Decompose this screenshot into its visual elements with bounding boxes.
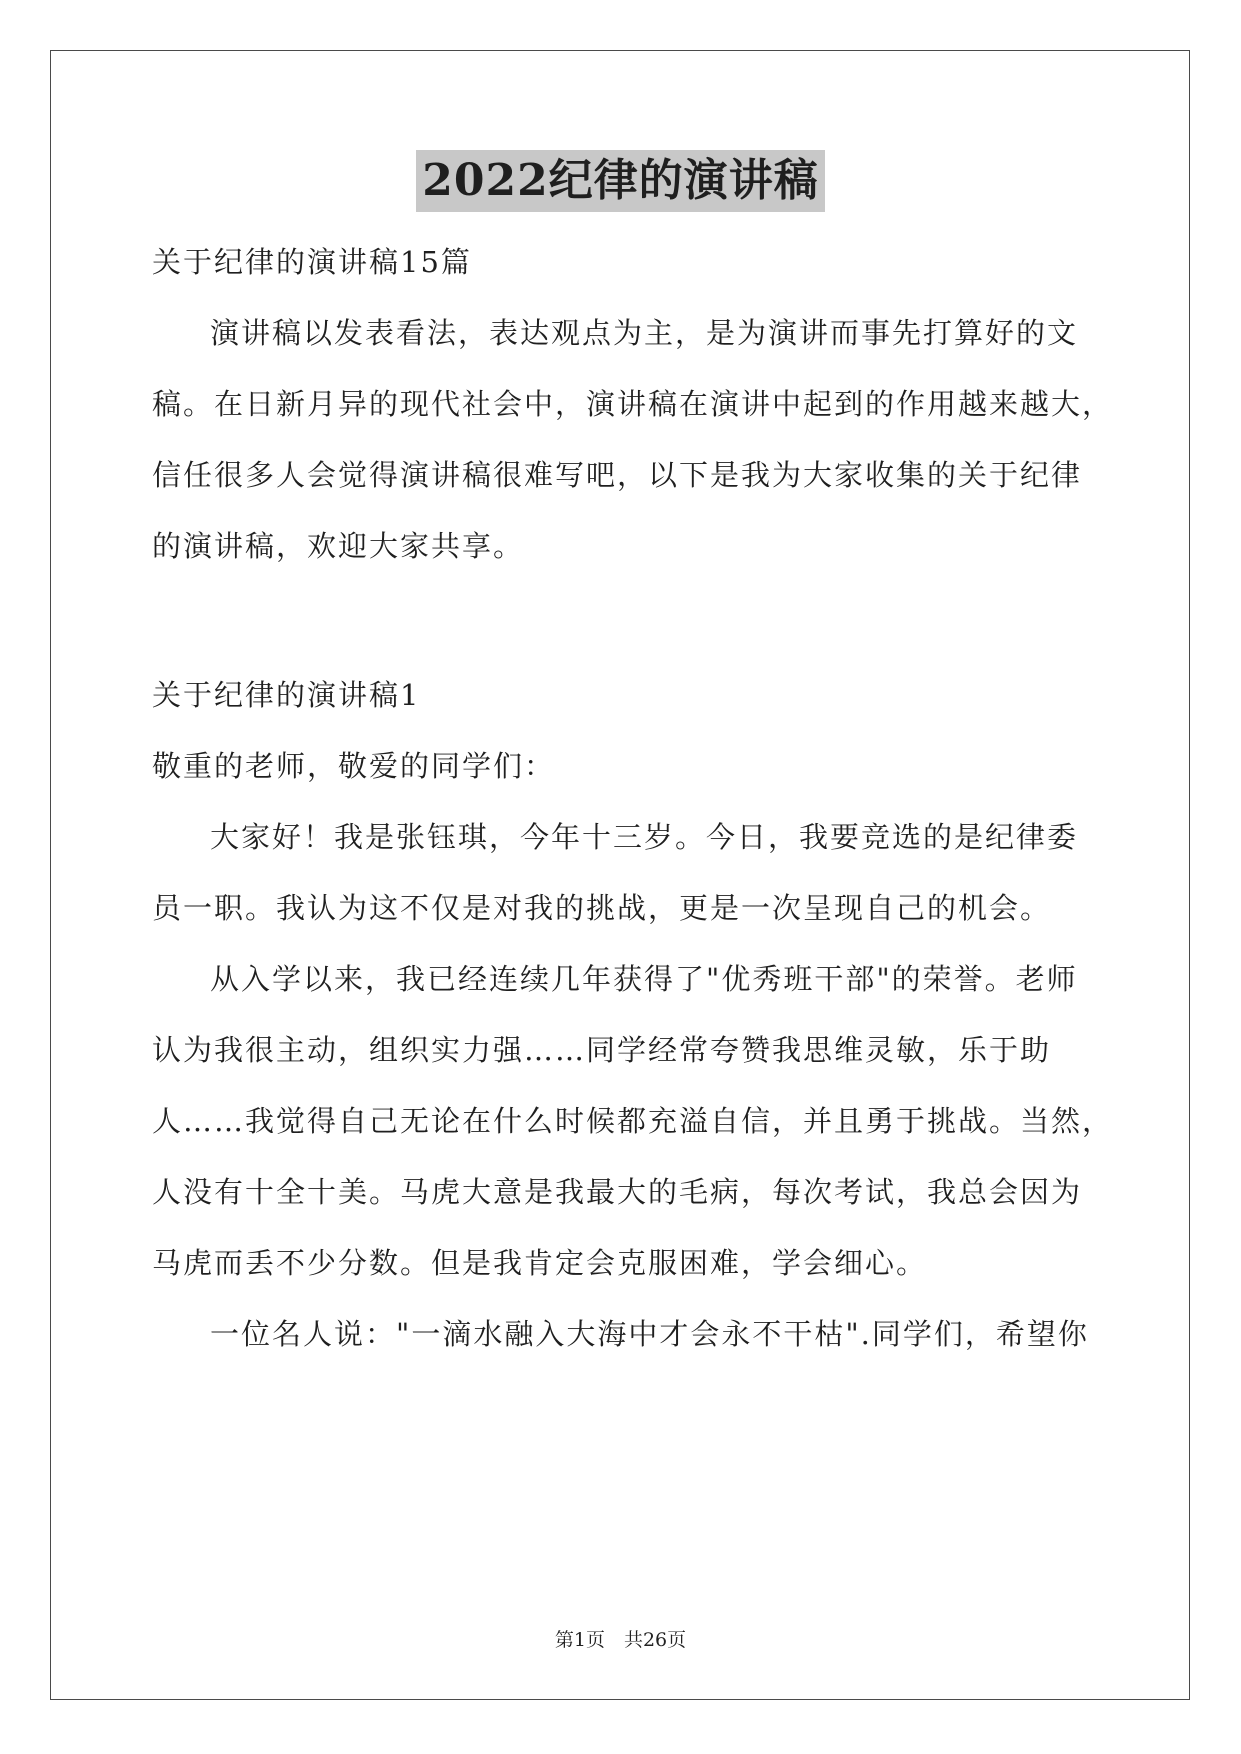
body-line: 人没有十全十美。马虎大意是我最大的毛病，每次考试，我总会因为 [152,1175,1083,1209]
body-line: 认为我很主动，组织实力强……同学经常夸赞我思维灵敏，乐于助 [152,1033,1052,1067]
intro-line: 演讲稿以发表看法，表达观点为主，是为演讲而事先打算好的文 [210,316,1079,350]
body-line: 从入学以来，我已经连续几年获得了"优秀班干部"的荣誉。老师 [210,962,1078,996]
section-heading: 关于纪律的演讲稿1 [152,678,421,712]
body-line: 马虎而丢不少分数。但是我肯定会克服困难，学会细心。 [152,1246,928,1280]
page-number-footer: 第1页 共26页 [554,1629,687,1651]
document-title-wrapper [0,150,1241,212]
greeting-line: 敬重的老师，敬爱的同学们： [152,749,556,783]
intro-line: 稿。在日新月异的现代社会中，演讲稿在演讲中起到的作用越来越大， [152,387,1114,421]
intro-line: 信任很多人会觉得演讲稿很难写吧，以下是我为大家收集的关于纪律 [152,458,1083,492]
body-line: 员一职。我认为这不仅是对我的挑战，更是一次呈现自己的机会。 [152,891,1052,925]
body-line: 人……我觉得自己无论在什么时候都充溢自信，并且勇于挑战。当然， [152,1104,1114,1138]
document-title: 2022纪律的演讲稿 [416,150,824,212]
page-border [50,50,1190,1700]
body-line: 一位名人说："一滴水融入大海中才会永不干枯".同学们，希望你 [210,1317,1089,1351]
document-subtitle: 关于纪律的演讲稿15篇 [152,245,472,279]
body-line: 大家好！我是张钰琪，今年十三岁。今日，我要竞选的是纪律委 [210,820,1079,854]
intro-line: 的演讲稿，欢迎大家共享。 [152,529,525,563]
